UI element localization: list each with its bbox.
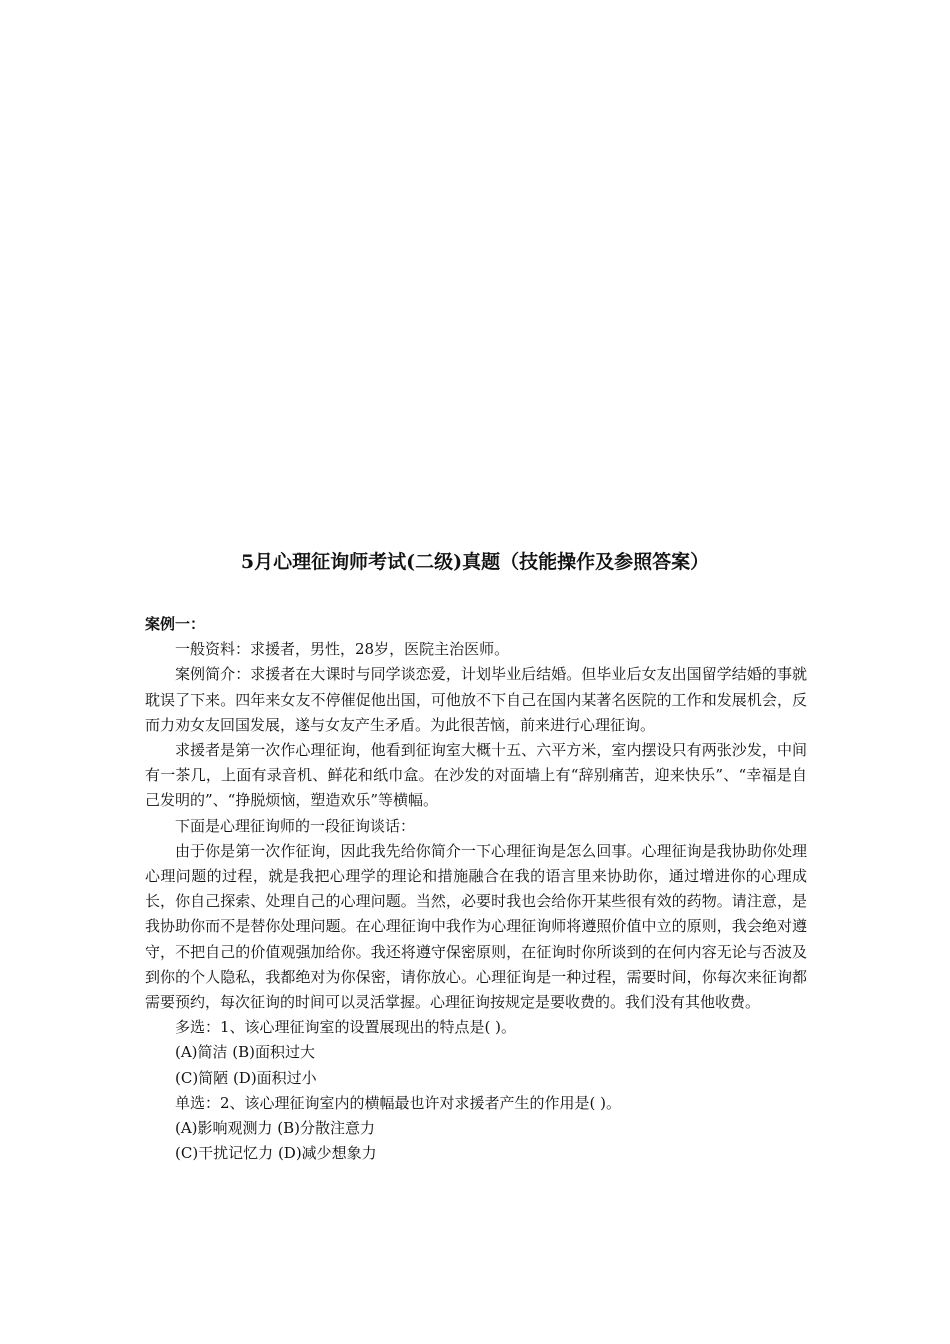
question-1-options-row-1: (A)简洁 (B)面积过大 (175, 1043, 316, 1062)
paragraph-general-info: 一般资料：求援者，男性，28岁，医院主治医师。 (175, 640, 510, 659)
question-2-options-row-2: (C)干扰记忆力 (D)减少想象力 (175, 1144, 377, 1163)
question-2-options-row-1: (A)影响观测力 (B)分散注意力 (175, 1119, 376, 1138)
document-body (145, 612, 807, 1166)
paragraph-case-summary: 案例简介：求援者在大课时与同学谈恋爱，计划毕业后结婚。但毕业后女友出国留学结婚的事就耽误了下来。四年来女友不停催促他出国，可他放不下自己在国内某著名医院的工作和发展机会，反而力劝女友回国发展，遂与女友产生矛盾。为此很苦恼，前来进行心理征询。 (145, 665, 807, 734)
case-heading: 案例一： (145, 615, 206, 633)
paragraph-dialogue-intro: 下面是心理征询师的一段征询谈话： (175, 816, 416, 835)
question-1-stem: 多选：1、该心理征询室的设置展现出的特点是( )。 (175, 1018, 517, 1037)
question-2-stem: 单选：2、该心理征询室内的横幅最也许对求援者产生的作用是( )。 (175, 1093, 622, 1112)
page-title: 5月心理征询师考试(二级)真题（技能操作及参照答案） (240, 551, 710, 573)
question-1-options-row-2: (C)简陋 (D)面积过小 (175, 1068, 317, 1087)
paragraph-room-description: 求援者是第一次作心理征询，他看到征询室大概十五、六平方米，室内摆设只有两张沙发，中间有一茶几，上面有录音机、鲜花和纸巾盒。在沙发的对面墙上有“辞别痛苦，迎来快乐”、“幸福是自己发明的”、“挣脱烦恼，塑造欢乐”等横幅。 (145, 741, 807, 810)
paragraph-counselor-talk: 由于你是第一次作征询，因此我先给你简介一下心理征询是怎么回事。心理征询是我协助你处理心理问题的过程，就是我把心理学的理论和措施融合在我的语言里来协助你，通过增进你的心理成长，你自己探索、处理自己的心理问题。当然，必要时我也会给你开某些很有效的药物。请注意，是我协助你而不是替你处理问题。在心理征询中我作为心理征询师将遵照价值中立的原则，我会绝对遵守，不把自己的价值观强加给你。我还将遵守保密原则，在征询时你所谈到的在何内容无论与否波及到你的个人隐私，我都绝对为你保密，请你放心。心理征询是一种过程，需要时间，你每次来征询都需要预约，每次征询的时间可以灵活掌握。心理征询按规定是要收费的。我们没有其他收费。 (145, 841, 807, 1012)
